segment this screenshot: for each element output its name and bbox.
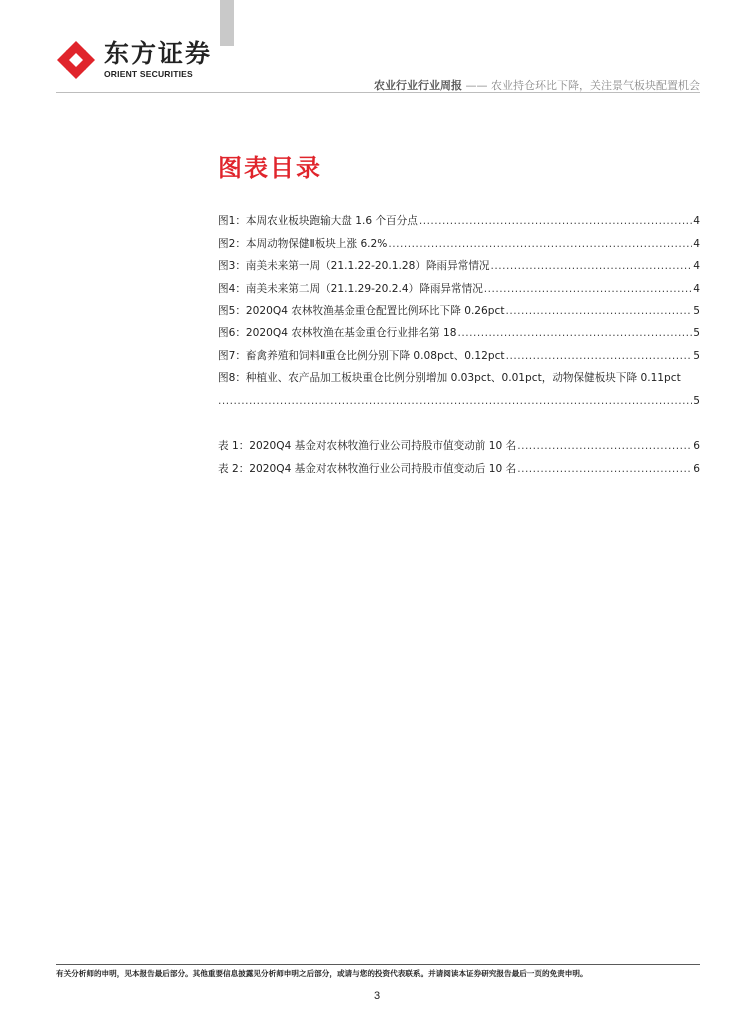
toc-entry-page[interactable]: 5	[693, 327, 700, 340]
toc-entry[interactable]	[218, 453, 700, 475]
toc-dot-leader	[484, 282, 692, 296]
toc-entry[interactable]	[218, 251, 700, 273]
header-accent-bar	[220, 0, 234, 46]
toc-entry-page[interactable]: 5	[693, 394, 700, 407]
report-type: 农业行业行业周报	[374, 79, 462, 92]
toc-entry-label[interactable]: 表 2：2020Q4 基金对农林牧渔行业公司持股市值变动后 10 名	[218, 462, 517, 475]
toc-entry-label[interactable]: 图5：2020Q4 农林牧渔基金重仓配置比例环比下降 0.26pct	[218, 304, 505, 317]
toc-dot-leader	[517, 439, 692, 453]
toc-entry[interactable]	[218, 363, 700, 385]
toc-dot-leader	[218, 394, 692, 408]
toc-entry[interactable]	[218, 296, 700, 318]
toc-entry[interactable]	[218, 318, 700, 340]
toc-dot-leader	[517, 462, 692, 476]
toc-entry-label[interactable]: 图4：南美未来第二周（21.1.29-20.2.4）降雨异常情况	[218, 282, 483, 295]
toc-entry-page[interactable]: 6	[693, 462, 700, 475]
toc-dot-leader	[506, 349, 693, 363]
header-divider	[56, 92, 700, 93]
header-separator: ——	[465, 79, 488, 92]
toc-entry-page[interactable]: 5	[693, 304, 700, 317]
toc-dot-leader	[491, 259, 693, 273]
page-number: 3	[373, 990, 381, 1002]
figure-list	[218, 206, 700, 408]
toc-entry[interactable]	[218, 273, 700, 295]
toc-entry-label[interactable]: 表 1：2020Q4 基金对农林牧渔行业公司持股市值变动前 10 名	[218, 440, 517, 453]
toc-entry-label[interactable]: 图8：种植业、农产品加工板块重仓比例分别增加 0.03pct、0.01pct，动物保健板块下降 0.11pct	[218, 372, 681, 385]
toc-dot-leader	[506, 304, 693, 318]
toc-entry-page[interactable]: 4	[693, 237, 700, 250]
toc-entry-label[interactable]: 图7：畜禽养殖和饲料Ⅱ重仓比例分别下降 0.08pct、0.12pct	[218, 349, 505, 362]
toc-entry[interactable]	[218, 228, 700, 250]
table-list	[218, 431, 700, 476]
report-subtitle: 农业持仓环比下降，关注景气板块配置机会	[491, 79, 700, 92]
toc-entry-page[interactable]: 6	[693, 440, 700, 453]
footer-divider	[56, 964, 700, 965]
toc-title: 图表目录	[218, 154, 322, 182]
toc-entry-page[interactable]: 4	[693, 215, 700, 228]
company-logo	[56, 38, 212, 82]
toc-dot-leader	[419, 214, 692, 228]
toc-entry-page[interactable]: 5	[693, 349, 700, 362]
toc-entry-continuation[interactable]	[218, 385, 700, 407]
toc-entry-label[interactable]: 图2：本周动物保健Ⅱ板块上涨 6.2%	[218, 237, 388, 250]
toc-entry-page[interactable]: 4	[693, 260, 700, 273]
toc-entry-page[interactable]: 4	[693, 282, 700, 295]
orient-logo-icon	[56, 40, 96, 80]
company-name-en: ORIENT SECURITIES	[104, 68, 193, 79]
toc-entry[interactable]	[218, 340, 700, 362]
toc-entry-label[interactable]: 图6：2020Q4 农林牧渔在基金重仓行业排名第 18	[218, 327, 457, 340]
toc-entry[interactable]	[218, 206, 700, 228]
report-header	[374, 77, 700, 93]
company-name-cn: 东方证券	[104, 38, 213, 68]
toc-dot-leader	[388, 237, 692, 251]
toc-entry[interactable]	[218, 431, 700, 453]
toc-entry-label[interactable]: 图3：南美未来第一周（21.1.22-20.1.28）降雨异常情况	[218, 260, 490, 273]
toc-entry-label[interactable]: 图1：本周农业板块跑输大盘 1.6 个百分点	[218, 215, 418, 228]
toc-dot-leader	[458, 326, 693, 340]
footer-disclaimer: 有关分析师的申明，见本报告最后部分。其他重要信息披露见分析师申明之后部分，或请与您的投资代表联系。并请阅读本证券研究报告最后一页的免责申明。	[56, 969, 588, 978]
